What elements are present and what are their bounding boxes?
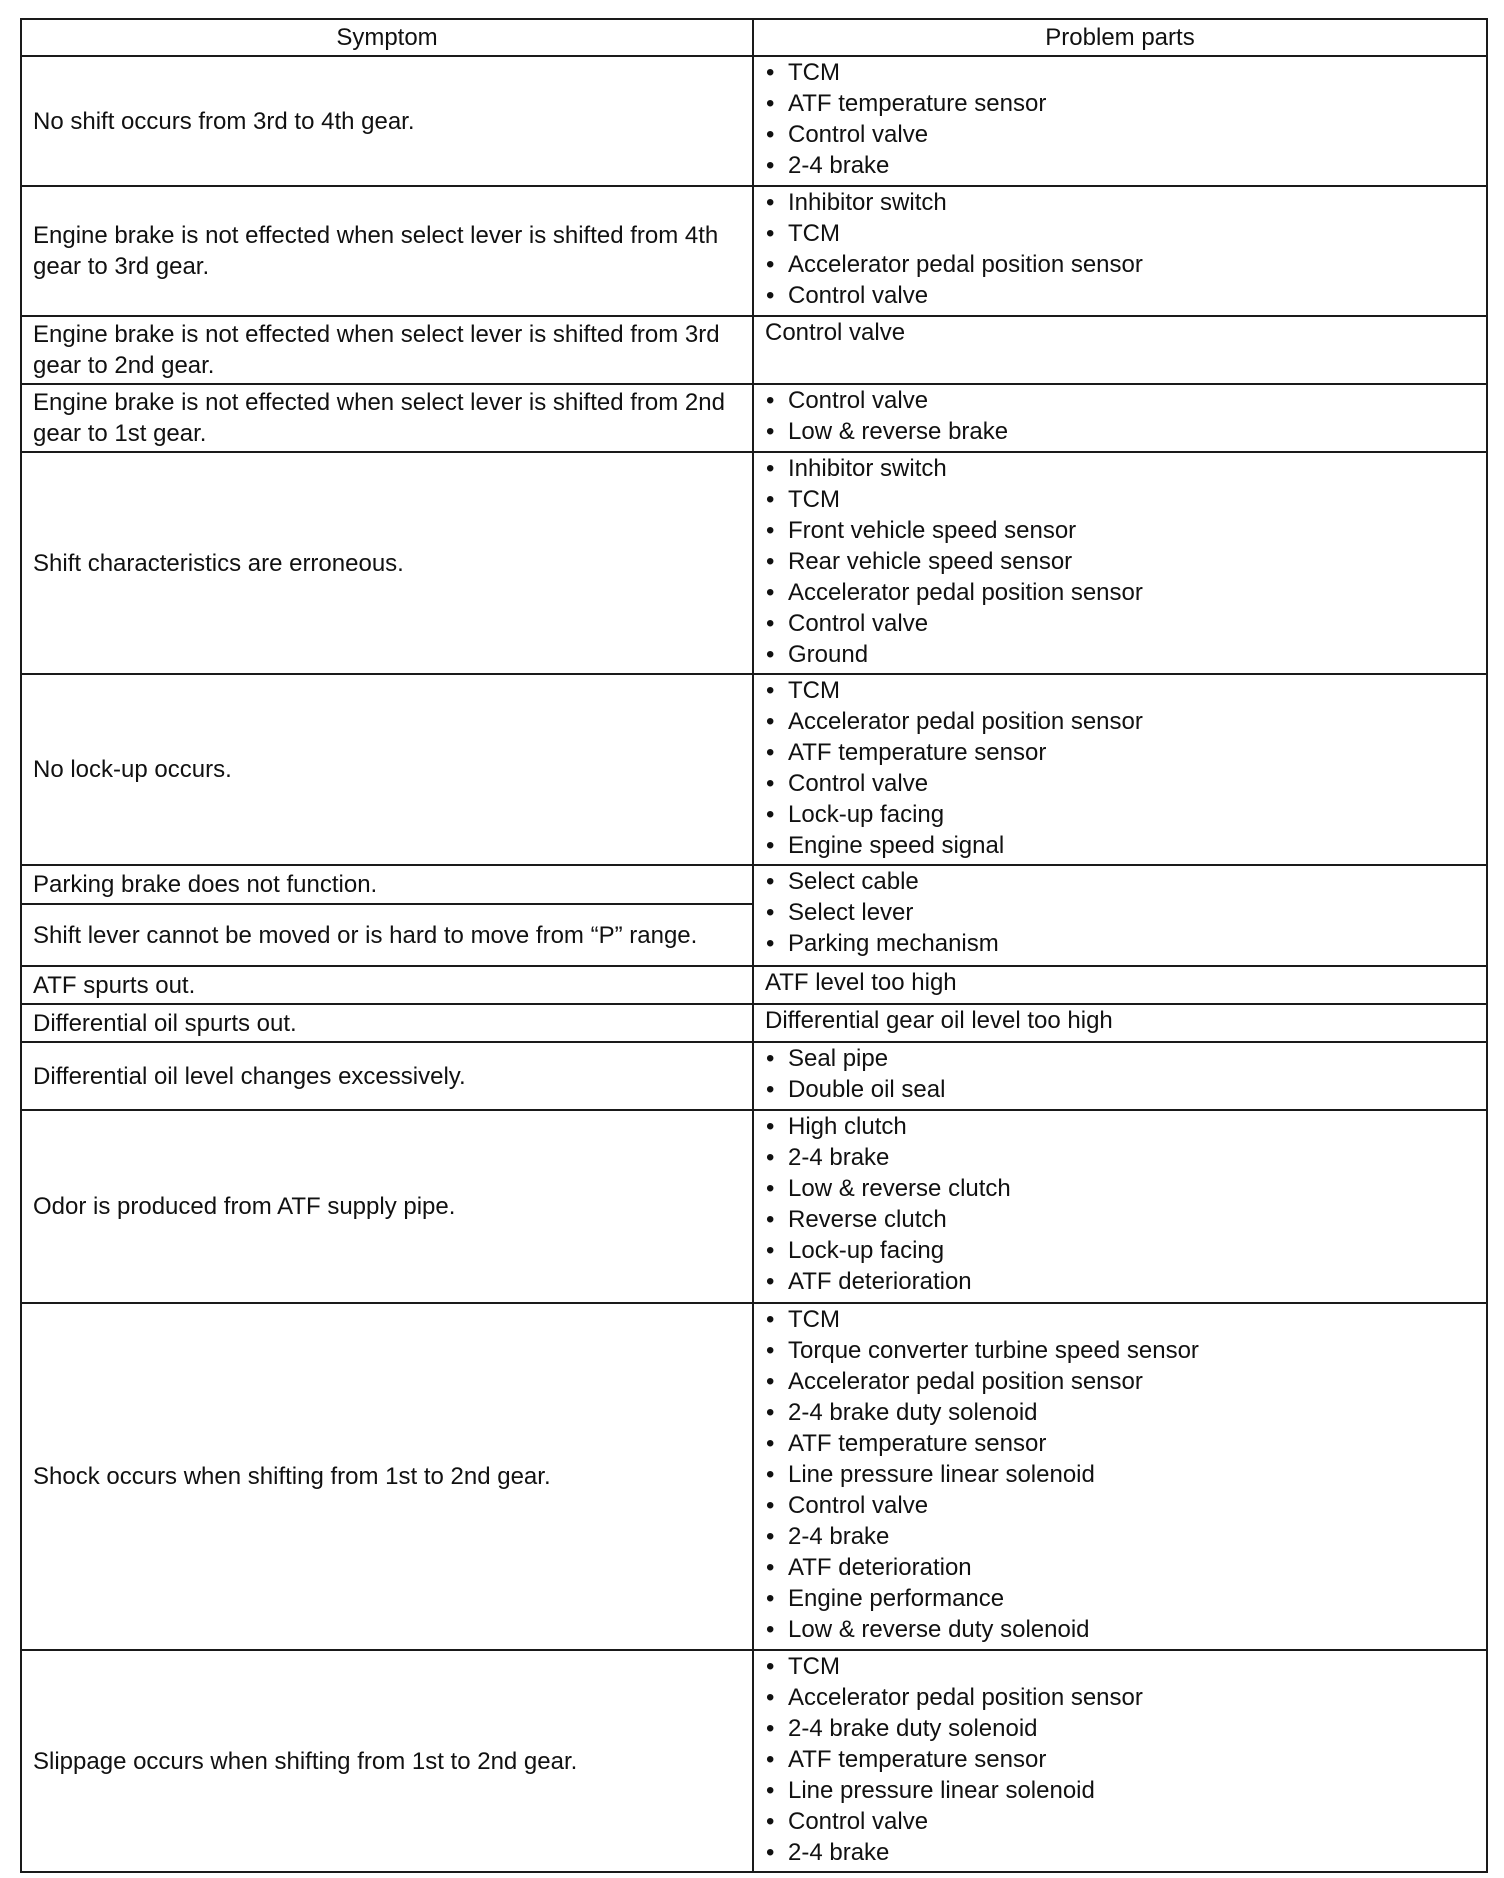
part-item: • Engine speed signal xyxy=(765,830,1475,861)
symptom-cell: Engine brake is not effected when select lever is shifted from 4th gear to 3rd gear. xyxy=(21,186,753,316)
part-item: • 2-4 brake duty solenoid xyxy=(765,1713,1475,1744)
part-item: • Parking mechanism xyxy=(765,928,1475,959)
symptom-cell: Engine brake is not effected when select lever is shifted from 3rd gear to 2nd gear. xyxy=(21,316,753,384)
parts-list xyxy=(765,385,1475,447)
problem-parts-cell xyxy=(753,966,1487,1004)
part-item: • Control valve xyxy=(765,1806,1475,1837)
part-item: • Control valve xyxy=(765,1490,1475,1521)
table-row xyxy=(21,1303,1487,1650)
parts-list xyxy=(765,1304,1475,1645)
problem-parts-cell xyxy=(753,452,1487,674)
problem-parts-cell xyxy=(753,865,1487,966)
part-item: • Engine performance xyxy=(765,1583,1475,1614)
table-row xyxy=(21,452,1487,674)
part-item: • Line pressure linear solenoid xyxy=(765,1459,1475,1490)
part-item: • Control valve xyxy=(765,385,1475,416)
header-row xyxy=(21,19,1487,56)
symptom-cell: Engine brake is not effected when select lever is shifted from 2nd gear to 1st gear. xyxy=(21,384,753,452)
problem-parts-cell xyxy=(753,384,1487,452)
part-item: • Seal pipe xyxy=(765,1043,1475,1074)
table-row xyxy=(21,1042,1487,1110)
part-item: • Select lever xyxy=(765,897,1475,928)
part-item: • TCM xyxy=(765,1651,1475,1682)
part-item: • ATF deterioration xyxy=(765,1266,1475,1297)
part-item: • 2-4 brake xyxy=(765,150,1475,181)
symptom-cell: Differential oil spurts out. xyxy=(21,1004,753,1042)
part-item: • High clutch xyxy=(765,1111,1475,1142)
part-item: • 2-4 brake xyxy=(765,1521,1475,1552)
part-item: • TCM xyxy=(765,57,1475,88)
part-item: • Reverse clutch xyxy=(765,1204,1475,1235)
part-item: • Accelerator pedal position sensor xyxy=(765,1366,1475,1397)
part-item: • Low & reverse duty solenoid xyxy=(765,1614,1475,1645)
problem-parts-cell xyxy=(753,1303,1487,1650)
table-row xyxy=(21,384,1487,452)
symptom-table xyxy=(20,18,1488,1873)
part-item: • Accelerator pedal position sensor xyxy=(765,1682,1475,1713)
problem-parts-cell xyxy=(753,1650,1487,1872)
part-item: • TCM xyxy=(765,675,1475,706)
symptom-cell: Parking brake does not function. xyxy=(21,865,753,904)
parts-list xyxy=(765,187,1475,311)
table-row xyxy=(21,1650,1487,1872)
parts-list xyxy=(765,57,1475,181)
table-row xyxy=(21,674,1487,865)
part-item: • Lock-up facing xyxy=(765,799,1475,830)
part-item: • Control valve xyxy=(765,119,1475,150)
part-item: • TCM xyxy=(765,484,1475,515)
part-item: • TCM xyxy=(765,218,1475,249)
part-item: • 2-4 brake duty solenoid xyxy=(765,1397,1475,1428)
table-row xyxy=(21,1110,1487,1303)
part-item: • ATF temperature sensor xyxy=(765,1744,1475,1775)
symptom-cell: Slippage occurs when shifting from 1st to 2nd gear. xyxy=(21,1650,753,1872)
part-item: • Double oil seal xyxy=(765,1074,1475,1105)
part-item: • Line pressure linear solenoid xyxy=(765,1775,1475,1806)
part-item: • Rear vehicle speed sensor xyxy=(765,546,1475,577)
problem-parts-cell xyxy=(753,1042,1487,1110)
table-row xyxy=(21,186,1487,316)
parts-list xyxy=(765,675,1475,861)
part-item: • Lock-up facing xyxy=(765,1235,1475,1266)
part-item: • ATF temperature sensor xyxy=(765,88,1475,119)
symptom-cell: Shift lever cannot be moved or is hard to move from “P” range. xyxy=(21,904,753,966)
table-row xyxy=(21,865,1487,904)
symptom-cell: No lock-up occurs. xyxy=(21,674,753,865)
part-item: • ATF deterioration xyxy=(765,1552,1475,1583)
table-row xyxy=(21,1004,1487,1042)
table-row xyxy=(21,56,1487,186)
part-item: • 2-4 brake xyxy=(765,1837,1475,1868)
parts-list xyxy=(765,1111,1475,1297)
part-item: • Low & reverse clutch xyxy=(765,1173,1475,1204)
problem-parts-cell xyxy=(753,316,1487,384)
problem-parts-cell xyxy=(753,674,1487,865)
part-text: Control valve xyxy=(765,319,906,346)
symptom-cell: Odor is produced from ATF supply pipe. xyxy=(21,1110,753,1303)
table-row xyxy=(21,316,1487,384)
symptom-cell: Differential oil level changes excessively. xyxy=(21,1042,753,1110)
part-text: Differential gear oil level too high xyxy=(765,1007,1113,1034)
part-item: • Inhibitor switch xyxy=(765,453,1475,484)
problem-parts-cell xyxy=(753,1004,1487,1042)
parts-list xyxy=(765,866,1475,959)
part-item: • ATF temperature sensor xyxy=(765,737,1475,768)
symptom-cell: No shift occurs from 3rd to 4th gear. xyxy=(21,56,753,186)
symptom-cell: Shock occurs when shifting from 1st to 2nd gear. xyxy=(21,1303,753,1650)
part-item: • Inhibitor switch xyxy=(765,187,1475,218)
parts-list xyxy=(765,1043,1475,1105)
symptom-cell: ATF spurts out. xyxy=(21,966,753,1004)
part-item: • Front vehicle speed sensor xyxy=(765,515,1475,546)
part-text: ATF level too high xyxy=(765,969,957,996)
part-item: • Accelerator pedal position sensor xyxy=(765,249,1475,280)
problem-parts-header: Problem parts xyxy=(753,19,1487,56)
parts-list xyxy=(765,1651,1475,1868)
part-item: • Accelerator pedal position sensor xyxy=(765,577,1475,608)
part-item: • Accelerator pedal position sensor xyxy=(765,706,1475,737)
symptom-header: Symptom xyxy=(21,19,753,56)
part-item: • Control valve xyxy=(765,608,1475,639)
part-item: • TCM xyxy=(765,1304,1475,1335)
problem-parts-cell xyxy=(753,1110,1487,1303)
part-item: • Select cable xyxy=(765,866,1475,897)
part-item: • ATF temperature sensor xyxy=(765,1428,1475,1459)
part-item: • Low & reverse brake xyxy=(765,416,1475,447)
part-item: • Control valve xyxy=(765,280,1475,311)
table-row xyxy=(21,966,1487,1004)
part-item: • Control valve xyxy=(765,768,1475,799)
part-item: • 2-4 brake xyxy=(765,1142,1475,1173)
parts-list xyxy=(765,453,1475,670)
problem-parts-cell xyxy=(753,56,1487,186)
symptom-cell: Shift characteristics are erroneous. xyxy=(21,452,753,674)
part-item: • Ground xyxy=(765,639,1475,670)
problem-parts-cell xyxy=(753,186,1487,316)
part-item: • Torque converter turbine speed sensor xyxy=(765,1335,1475,1366)
